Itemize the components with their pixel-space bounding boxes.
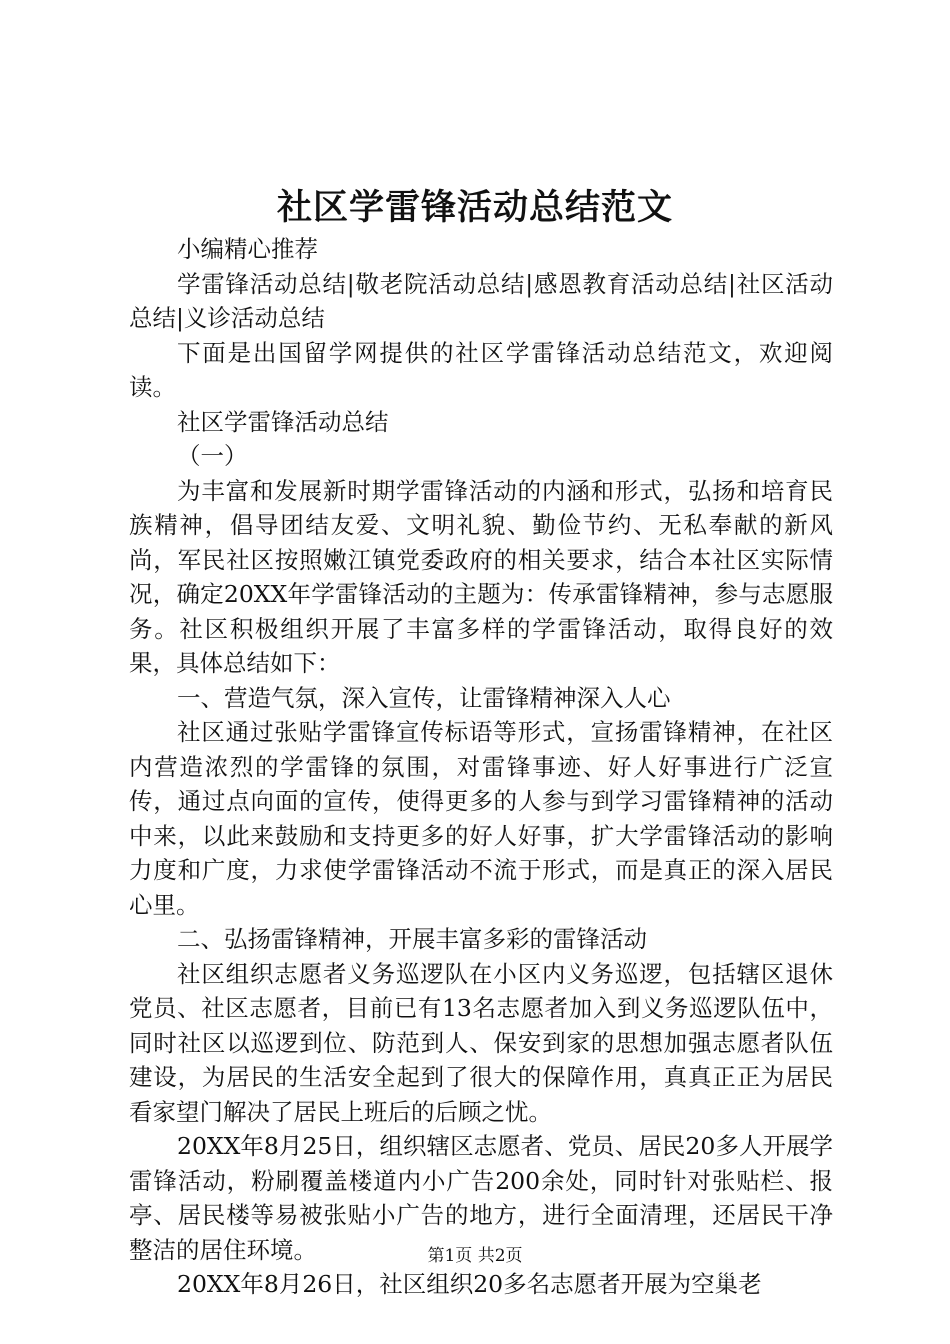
paragraph-recommend: 小编精心推荐: [177, 235, 318, 263]
paragraph-heading: 二、弘扬雷锋精神，开展丰富多彩的雷锋活动: [177, 925, 647, 953]
paragraph-body: 为丰富和发展新时期学雷锋活动的内涵和形式，弘扬和培育民族精神，倡导团结友爱、文明礼貌、勤俭节约、无私奉献的新风尚，军民社区按照嫩江镇党委政府的相关要求，结合本社区实际情况，确定20XX年学雷锋活动的主题为：传承雷锋精神，参与志愿服务。社区积极组织开展了丰富多样的学雷锋活动，取得良好的效果，具体总结如下：: [129, 476, 833, 677]
paragraph-body: 20XX年8月26日，社区组织20多名志愿者开展为空巢老: [177, 1270, 762, 1298]
page-footer: 第1页 共2页: [427, 1246, 523, 1266]
paragraph-body: 社区通过张贴学雷锋宣传标语等形式，宣扬雷锋精神，在社区内营造浓烈的学雷锋的氛围，对雷锋事迹、好人好事进行广泛宣传，通过点向面的宣传，使得更多的人参与到学习雷锋精神的活动中来，以此来鼓励和支持更多的好人好事，扩大学雷锋活动的影响力度和广度，力求使学雷锋活动不流于形式，而是真正的深入居民心里。: [129, 718, 833, 919]
paragraph-subtitle: 社区学雷锋活动总结: [177, 407, 389, 436]
paragraph-body: 20XX年8月25日，组织辖区志愿者、党员、居民20多人开展学雷锋活动，粉刷覆盖楼道内小广告200余处，同时针对张贴栏、报亭、居民楼等易被张贴小广告的地方，进行全面清理，还居民干净整洁的居住环境。: [129, 1132, 833, 1264]
paragraph-intro: 下面是出国留学网提供的社区学雷锋活动总结范文，欢迎阅读。: [129, 338, 833, 401]
document-title: 社区学雷锋活动总结范文: [276, 187, 673, 228]
paragraph-heading: 一、营造气氛，深入宣传，让雷锋精神深入人心: [177, 683, 671, 712]
paragraph-section-number: （一）: [177, 442, 248, 470]
document-body: [129, 232, 833, 1302]
paragraph-related-links: 学雷锋活动总结|敬老院活动总结|感恩教育活动总结|社区活动总结|义诊活动总结: [129, 269, 833, 332]
paragraph-body: 社区组织志愿者义务巡逻队在小区内义务巡逻，包括辖区退休党员、社区志愿者，目前已有13名志愿者加入到义务巡逻队伍中，同时社区以巡逻到位、防范到人、保安到家的思想加强志愿者队伍建设，为居民的生活安全起到了很大的保障作用，真真正正为居民看家望门解决了居民上班后的后顾之忧。: [129, 959, 833, 1126]
